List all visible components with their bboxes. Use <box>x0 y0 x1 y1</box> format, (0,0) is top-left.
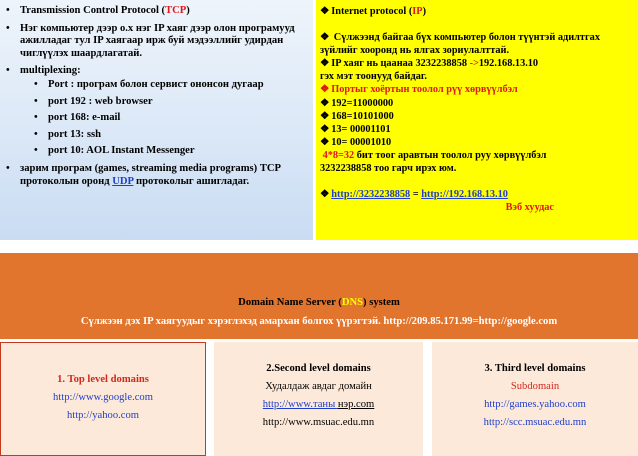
top-level-example-link[interactable]: http://yahoo.com <box>66 410 140 421</box>
ip-number-line: ❖ IP хаяг нь цаанаа 3232238858 ->192.168.13.10 <box>320 58 539 70</box>
third-level-example-link[interactable]: http://games.yahoo.com <box>484 399 586 410</box>
website-label: Вэб хуудас <box>505 202 554 214</box>
third-level-example-link[interactable]: http://scc.msuac.edu.mn <box>483 417 587 428</box>
tcp-highlight: TCP <box>165 5 187 16</box>
second-level-example-link[interactable]: http://www.таны нэр.com <box>262 399 375 410</box>
second-level-title: 2.Second level domains <box>266 363 371 374</box>
diamond-bullet-icon: ❖ <box>320 6 330 17</box>
second-level-description: Худалдаж авдаг домайн <box>265 381 372 392</box>
tcp-item-udp: • зарим програм (games, streaming media programs) TCP протоколын оронд UDP протоколыг ашигладаг. <box>6 163 307 188</box>
port-item: • port 168: e-mail <box>34 112 307 125</box>
port-item: • Port : програм болон сервист ононсон дугаар <box>34 79 307 92</box>
port-item: • port 13: ssh <box>34 129 307 142</box>
binary-row: ❖ 10= 00001010 <box>320 136 392 148</box>
diamond-bullet-icon: ❖ <box>320 110 330 122</box>
ip-title: ❖ Internet protocol (IP) <box>320 6 427 17</box>
numeric-url-link[interactable]: http://3232238858 <box>331 189 411 201</box>
top-level-title: 1. Top level domains <box>57 374 149 385</box>
ip-panel <box>316 0 638 240</box>
binary-conversion-heading: ❖ Портыг хоёртын тоолол рүү хөрвүүлбэл <box>320 84 518 96</box>
tcp-panel <box>0 0 313 240</box>
tcp-list <box>0 0 313 188</box>
port-item: • port 10: AOL Instant Messenger <box>34 145 307 158</box>
subdomain-label: Subdomain <box>510 381 560 392</box>
diamond-bullet-icon: ❖ <box>320 136 330 148</box>
tcp-item-title: • Transmission Control Protocol (TCP) <box>6 5 307 18</box>
binary-row: ❖ 13= 00001101 <box>320 123 391 135</box>
third-level-domains-box <box>432 342 638 456</box>
diamond-bullet-icon: ❖ <box>320 97 330 109</box>
bits-highlight: 4*8=32 <box>322 149 355 161</box>
port-sublist <box>20 78 307 158</box>
tcp-item-description: • Нэг компьютер дээр о.х нэг IP хаяг дээр олон програмууд ажилладаг тул IP хаягаар ирж буй мэдээллийг удирдан чиглүүлэх шаардлагатай. <box>6 23 307 61</box>
ip-url-link[interactable]: http://192.168.13.10 <box>421 189 508 201</box>
top-level-example-link[interactable]: http://www.google.com <box>53 392 153 403</box>
third-level-title: 3. Third level domains <box>484 363 586 374</box>
ip-highlight: IP <box>412 6 423 17</box>
diamond-bullet-icon: ❖ <box>320 189 330 201</box>
ip-number-line-2: гэх мэт тоонууд байдаг. <box>320 71 427 83</box>
dns-description: Сүлжээн дэх IP хаягуудыг хэрэглэхэд амархан болгох үүрэгтэй. http://209.85.171.99=http://google.com <box>80 316 558 327</box>
binary-row: ❖ 192=11000000 <box>320 97 394 109</box>
dns-band <box>0 253 638 339</box>
decimal-result: 3232238858 тоо гарч ирэх юм. <box>320 163 457 175</box>
top-level-domains-box <box>0 342 206 456</box>
tcp-item-multiplexing: • multiplexing: • Port : програм болон сервист ононсон дугаар • port 192 : web browser • port 168: e-mail • port 13: ssh • port 10: AOL Instant Messenger <box>6 65 307 158</box>
dns-highlight: DNS <box>341 297 364 308</box>
port-item: • port 192 : web browser <box>34 96 307 109</box>
diamond-bullet-icon: ❖ <box>320 84 330 96</box>
dns-title: Domain Name Server (DNS) system <box>238 297 400 308</box>
arrow-text: -> <box>469 58 479 70</box>
diamond-bullet-icon: ❖ <box>320 32 330 44</box>
ip-purpose: ❖ Сүлжээнд байгаа бүх компьютер болон түүнтэй адилтгах зүйлийг хооронд нь ялгах зориулалттай. <box>320 32 600 57</box>
diamond-bullet-icon: ❖ <box>320 58 330 70</box>
second-level-example-link[interactable]: http://www.msuac.edu.mn <box>262 417 375 428</box>
binary-row: ❖ 168=10101000 <box>320 110 394 122</box>
diamond-bullet-icon: ❖ <box>320 123 330 135</box>
url-line: ❖ http://3232238858 = http://192.168.13.10 <box>320 189 508 201</box>
udp-link[interactable]: UDP <box>112 175 134 187</box>
decimal-conversion: 4*8=32 бит тоог аравтын тоолол руу хөрвүүлбэл <box>322 149 547 161</box>
second-level-domains-box <box>214 342 423 456</box>
